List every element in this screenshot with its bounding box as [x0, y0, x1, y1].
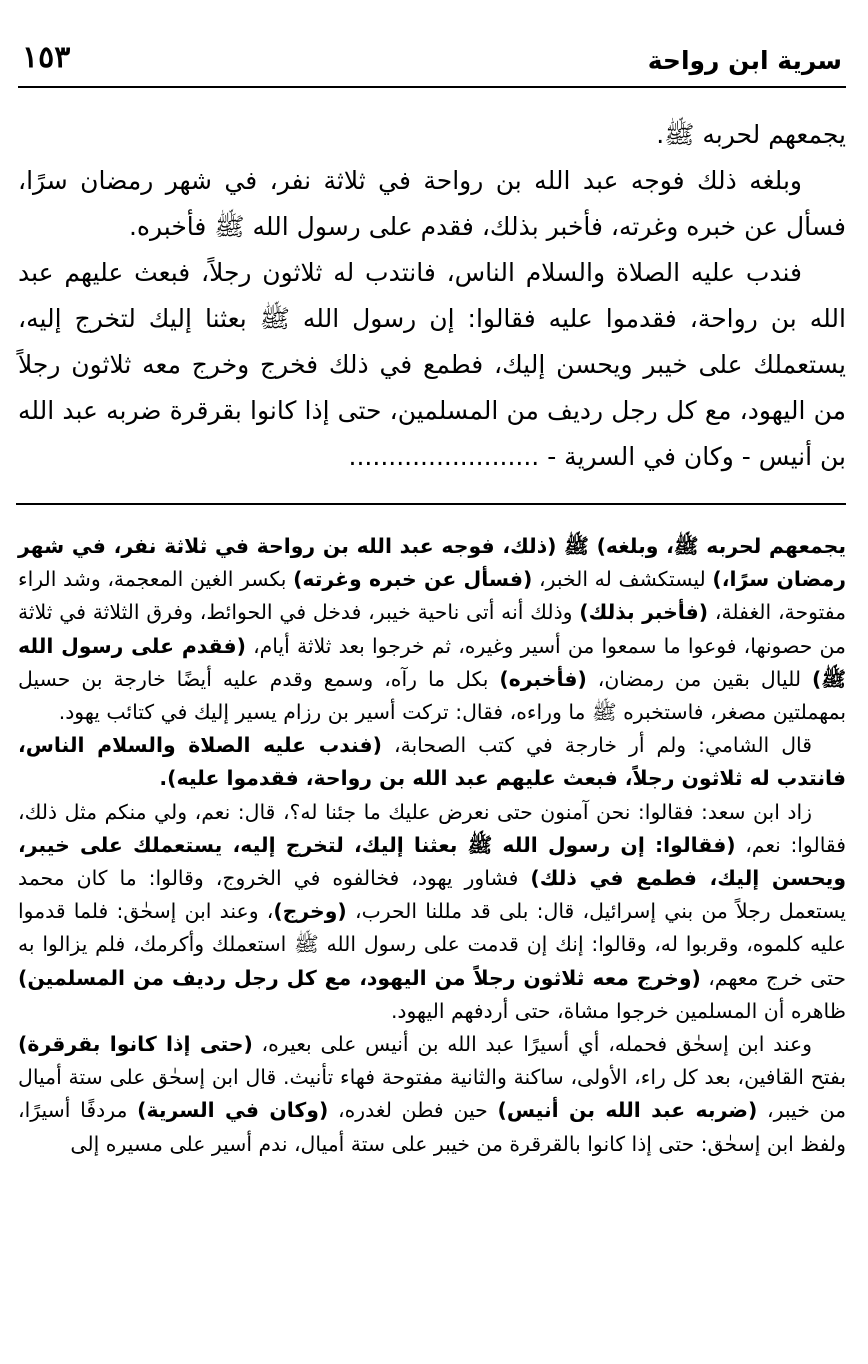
page-number: ١٥٣ — [22, 40, 71, 75]
quoted-text: (فندب عليه الصلاة والسلام الناس، فانتدب له ثلاثون رجلاً، فبعث عليهم عبد الله بن رواحة، فقدموا عليه). — [18, 733, 846, 791]
commentary-text: وعند ابن إسحٰق فحمله، أي أسيرًا عبد الله بن أنيس على بعيره، — [252, 1032, 812, 1057]
commentary-text: حين فطن لغدره، — [328, 1098, 498, 1123]
commentary-text: بكل ما رآه، وسمع وقدم عليه أيضًا خارجة بن حسيل بمهملتين مصغر، فاستخبره ﷺ ما وراءه، فقال: تركت أسير بن رزام يسير إليك في كتائب يهود. — [18, 666, 846, 725]
quoted-text: (فقالوا: إن رسول الله ﷺ بعثنا إليك، لتخرج إليه، يستعملك على خيبر، ويحسن إليك، فطمع في ذلك) — [18, 832, 846, 891]
commentary-text: فشاور يهود، فخالفوه في الخروج، وقالوا: ما كان محمد يستعمل رجلاً من بني إسرائيل، قال: بلى قد مللنا الحرب، — [18, 866, 846, 924]
quoted-text: (وكان في السرية) — [137, 1098, 329, 1123]
commentary-paragraph — [18, 729, 846, 795]
quoted-text: (حتى إذا كانوا بقرقرة) — [18, 1032, 253, 1057]
quoted-text: (فسأل عن خبره وغرته) — [293, 567, 533, 592]
commentary-text: زاد ابن سعد: فقالوا: نحن آمنون حتى نعرض عليك ما جئنا له؟، قال: نعم، ولي منكم مثل ذلك، فقالوا: نعم، — [18, 799, 846, 857]
main-paragraph: فندب عليه الصلاة والسلام الناس، فانتدب له ثلاثون رجلاً، فبعث عليهم عبد الله بن رواحة، فقدموا عليه فقالوا: إن رسول الله ﷺ بعثنا إليك لتخرج إليه، يستعملك على خيبر ويحسن إليك، فطمع في ذلك فخرج وخرج معه ثلاثون رجلاً من اليهود، مع كل رجل رديف من المسلمين، حتى إذا كانوا بقرقرة ضربه عبد الله بن أنيس - وكان في السرية - ........................ — [18, 258, 846, 471]
quoted-text: (فأخبر بذلك) — [579, 600, 709, 625]
page-header — [18, 30, 846, 82]
commentary-paragraph — [18, 1028, 846, 1161]
commentary-text: ، وعند ابن إسحٰق: فلما قدموا عليه كلموه، وقربوا له، وقالوا: إنك إن قدمت على رسول الله ﷺ استعملك وأكرمك، فلم يزالوا به حتى خرج معهم، — [18, 899, 846, 990]
quoted-text: (وخرج) — [273, 899, 347, 924]
main-paragraph: وبلغه ذلك فوجه عبد الله بن رواحة في ثلاثة نفر، في شهر رمضان سرًا، فسأل عن خبره وغرته، فأخبر بذلك، فقدم على رسول الله ﷺ فأخبره. — [18, 166, 846, 241]
main-text — [18, 112, 846, 480]
commentary-paragraph — [18, 530, 846, 729]
commentary-text: وذلك أنه أتى ناحية خيبر، فدخل في الحوائط، وفرق الثلاثة في ثلاثة من حصونها، فوعوا ما سمعوا من أسير وغيره، ثم خرجوا بعد ثلاثة أيام، — [18, 600, 846, 658]
commentary-text: بفتح القافين، بعد كل راء، الأولى، ساكنة والثانية مفتوحة فهاء تأنيث. قال ابن إسحٰق على ستة أميال من خيبر، — [18, 1065, 847, 1123]
footnote-divider — [16, 503, 846, 505]
commentary — [18, 530, 846, 1161]
commentary-text: قال الشامي: ولم أر خارجة في كتب الصحابة، — [381, 733, 812, 758]
running-title: سرية ابن رواحة — [647, 46, 842, 75]
commentary-text: ظاهره أن المسلمين خرجوا مشاة، حتى أردفهم اليهود. — [390, 998, 846, 1023]
commentary-text: بكسر الغين المعجمة، وشد الراء مفتوحة، الغفلة، — [18, 567, 846, 625]
header-divider — [18, 86, 846, 88]
main-paragraph: يجمعهم لحربه ﷺ. — [656, 120, 846, 149]
commentary-text: ليستكشف له الخبر، — [532, 567, 713, 592]
quoted-text: (فقدم على رسول الله ﷺ) — [18, 633, 846, 691]
commentary-text: لليال بقين من رمضان، — [586, 666, 813, 691]
quoted-text: (فأخبره) — [499, 666, 587, 691]
quoted-text: (وخرج معه ثلاثون رجلاً من اليهود، مع كل رجل رديف من المسلمين) — [18, 965, 701, 990]
commentary-paragraph — [18, 796, 846, 1028]
commentary-text: مردفًا أسيرًا، ولفظ ابن إسحٰق: حتى إذا كانوا بالقرقرة من خيبر على ستة أميال، ندم أسير على مسيره إلى — [18, 1098, 846, 1156]
quoted-text: (ضربه عبد الله بن أنيس) — [497, 1098, 758, 1123]
quoted-text: يجمعهم لحربه ﷺ، وبلغه) ﷺ (ذلك، فوجه عبد الله بن رواحة في ثلاثة نفر، في شهر رمضان سرًا،) — [18, 534, 847, 592]
